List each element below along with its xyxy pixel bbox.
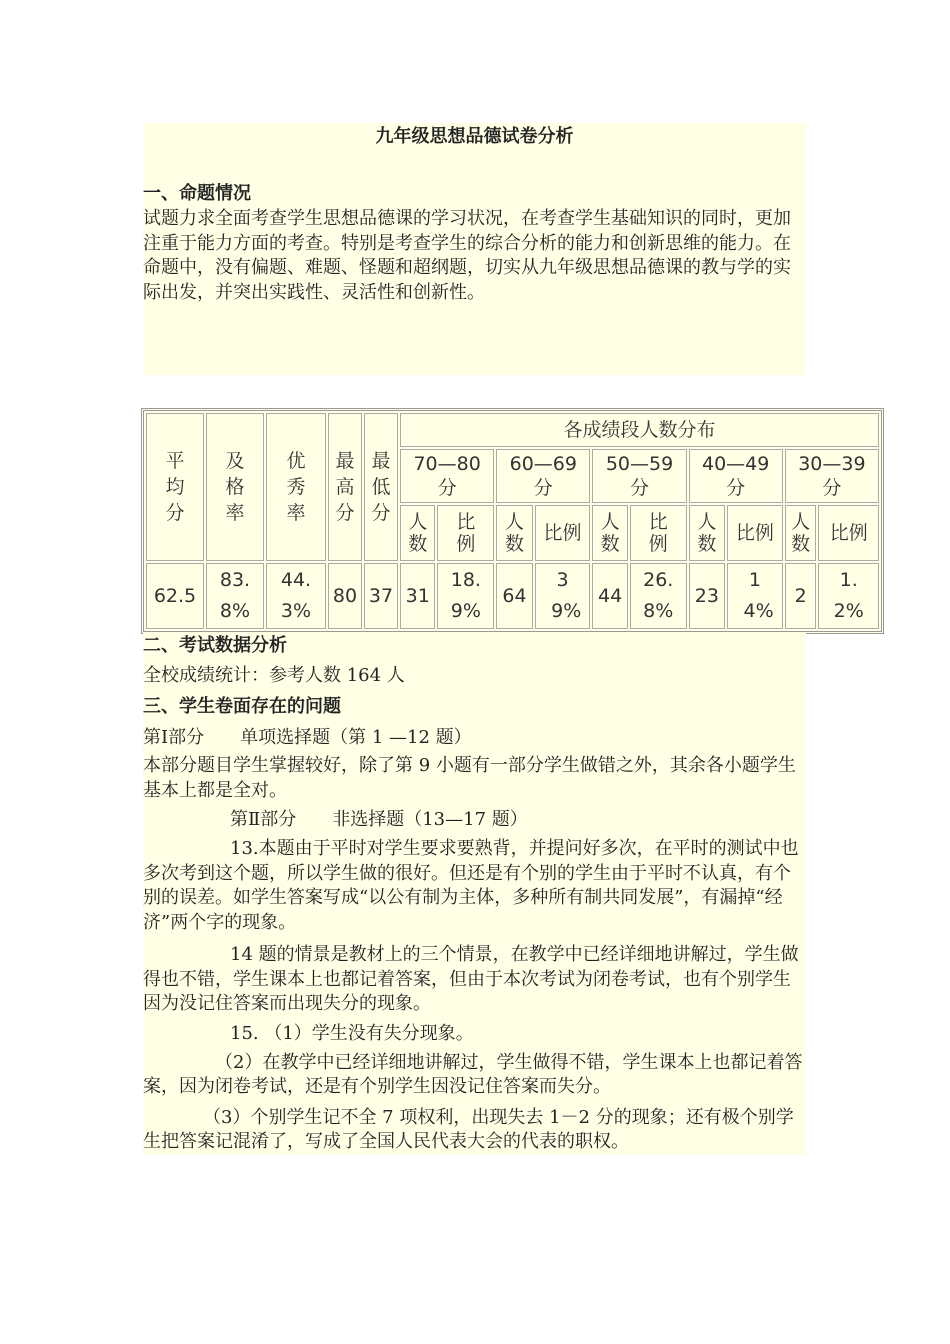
q15-part3: （3）个别学生记不全 7 项权利，出现失去 1－2 分的现象；还有极个别学生把答案记混淆了，写成了全国人民代表大会的代表的职权。	[143, 1106, 794, 1152]
header-excellent-rate: 优秀率	[266, 413, 326, 561]
value-band4-count: 23	[689, 563, 725, 629]
value-min: 37	[364, 563, 398, 629]
value-band3-count: 44	[592, 563, 627, 629]
value-band5-count: 2	[785, 563, 817, 629]
sub-count-5: 人数	[785, 505, 817, 561]
section3-heading: 三、学生卷面存在的问题	[143, 696, 341, 717]
band-70-80: 70—80 分	[400, 449, 494, 503]
header-max: 最高分	[328, 413, 362, 561]
part2-title: 第Ⅱ部分 非选择题（13—17 题）	[230, 809, 528, 830]
score-distribution-table	[141, 408, 884, 634]
sub-ratio-1: 比例	[437, 505, 494, 561]
value-band5-ratio: 1.2%	[818, 563, 879, 629]
value-band1-ratio: 18.9%	[437, 563, 494, 629]
part1-title: 第Ⅰ部分 单项选择题（第 1 —12 题）	[143, 727, 472, 748]
band-60-69: 60—69 分	[496, 449, 590, 503]
section1-heading: 一、命题情况	[143, 183, 251, 204]
band-30-39: 30—39 分	[785, 449, 879, 503]
document-title: 九年级思想品德试卷分析	[143, 123, 806, 181]
q15-part2: （2）在教学中已经详细地讲解过，学生做得不错，学生课本上也都记着答案，因为闭卷考试，还是有个别学生因没记住答案而失分。	[143, 1051, 803, 1097]
value-pass-rate: 83.8%	[206, 563, 264, 629]
part1-body: 本部分题目学生掌握较好，除了第 9 小题有一部分学生做错之外，其余各小题学生基本上都是全对。	[143, 755, 796, 801]
value-band1-count: 31	[400, 563, 435, 629]
section1-body: 试题力求全面考查学生思想品德课的学习状况，在考查学生基础知识的同时，更加注重于能力方面的考查。特别是考查学生的综合分析的能力和创新思维的能力。在命题中，没有偏题、难题、怪题和超纲题，切实从九年级思想品德课的教与学的实际出发，并突出实践性、灵活性和创新性。	[143, 208, 791, 303]
sub-count-1: 人数	[400, 505, 435, 561]
band-50-59: 50—59 分	[592, 449, 686, 503]
sub-ratio-2: 比例	[535, 505, 591, 561]
sub-ratio-3: 比例	[630, 505, 687, 561]
value-max: 80	[328, 563, 362, 629]
sub-ratio-5: 比例	[818, 505, 879, 561]
q14-analysis: 14 题的情景是教材上的三个情景，在教学中已经详细地讲解过，学生做得也不错，学生课本上也都记着答案，但由于本次考试为闭卷考试，也有个别学生因为没记住答案而出现失分的现象。	[143, 944, 799, 1014]
header-pass-rate: 及格率	[206, 413, 264, 561]
sub-count-3: 人数	[592, 505, 627, 561]
header-min: 最低分	[364, 413, 398, 561]
value-band2-count: 64	[496, 563, 532, 629]
sub-count-4: 人数	[689, 505, 725, 561]
header-avg: 平均分	[146, 413, 204, 561]
value-excellent-rate: 44.3%	[266, 563, 326, 629]
value-band4-ratio: 14%	[727, 563, 783, 629]
band-40-49: 40—49 分	[689, 449, 783, 503]
value-band2-ratio: 39%	[535, 563, 591, 629]
section2-body: 全校成绩统计：参考人数 164 人	[143, 665, 405, 686]
sub-count-2: 人数	[496, 505, 532, 561]
header-distribution: 各成绩段人数分布	[400, 413, 879, 447]
sub-ratio-4: 比例	[727, 505, 783, 561]
q15-part1: 15. （1）学生没有失分现象。	[230, 1022, 474, 1044]
section2-heading: 二、考试数据分析	[143, 635, 287, 656]
value-avg: 62.5	[146, 563, 204, 629]
value-band3-ratio: 26.8%	[630, 563, 687, 629]
q13-analysis: 13.本题由于平时对学生要求要熟背，并提问好多次，在平时的测试中也多次考到这个题，所以学生做的很好。但还是有个别的学生由于平时不认真，有个别的误差。如学生答案写成“以公有制为主体，多种所有制共同发展”，有漏掉“经济”两个字的现象。	[143, 838, 799, 933]
